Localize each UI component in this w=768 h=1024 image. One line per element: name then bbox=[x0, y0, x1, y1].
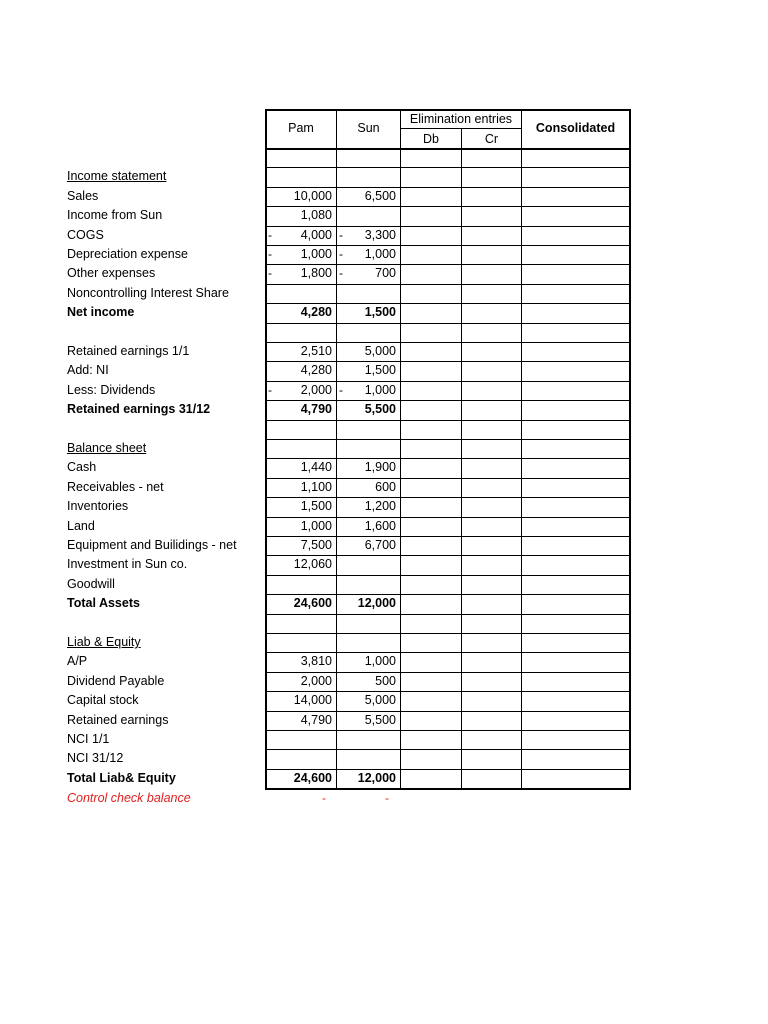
header-elimination: Elimination entries bbox=[409, 112, 513, 126]
pam-value: 4,280 bbox=[300, 305, 332, 320]
pam-value: 1,500 bbox=[300, 499, 332, 514]
grid-top-border bbox=[265, 109, 631, 111]
pam-value: 1,800 bbox=[300, 266, 332, 281]
pam-negative-sign: - bbox=[268, 247, 272, 261]
sun-value: 6,500 bbox=[364, 188, 396, 203]
grid-right-border bbox=[629, 109, 631, 790]
row-label: Cash bbox=[67, 460, 97, 475]
sun-value: 12,000 bbox=[357, 770, 396, 785]
grid-row-line bbox=[265, 284, 629, 285]
row-label: Capital stock bbox=[67, 693, 139, 708]
pam-value: 1,000 bbox=[300, 247, 332, 261]
row-label: Receivables - net bbox=[67, 479, 164, 494]
grid-row-line bbox=[265, 614, 629, 615]
row-label: Dividend Payable bbox=[67, 673, 165, 688]
row-label: Sales bbox=[67, 188, 99, 203]
header-consolidated: Consolidated bbox=[535, 121, 616, 135]
pam-negative-sign: - bbox=[268, 382, 272, 397]
pam-value: 1,080 bbox=[300, 208, 332, 223]
sun-value: 3,300 bbox=[364, 227, 396, 242]
pam-value: 2,510 bbox=[300, 344, 332, 358]
grid-col-line bbox=[400, 109, 401, 788]
pam-negative-sign: - bbox=[268, 266, 272, 281]
control-check-pam: - bbox=[322, 791, 326, 805]
grid-row-line bbox=[265, 730, 629, 731]
row-label: Depreciation expense bbox=[67, 247, 188, 261]
sun-value: 12,000 bbox=[357, 596, 396, 611]
sun-value: 1,900 bbox=[364, 460, 396, 475]
grid-row-line bbox=[265, 323, 629, 324]
pam-value: 2,000 bbox=[300, 673, 332, 688]
pam-value: 24,600 bbox=[293, 596, 332, 611]
sun-value: 5,000 bbox=[364, 344, 396, 358]
sun-value: 5,500 bbox=[364, 402, 396, 417]
sun-value: 1,500 bbox=[364, 305, 396, 320]
sun-value: 700 bbox=[375, 266, 396, 281]
row-label: Land bbox=[67, 518, 95, 533]
header-cr: Cr bbox=[484, 132, 499, 146]
sun-value: 500 bbox=[375, 673, 396, 688]
pam-value: 3,810 bbox=[300, 654, 332, 669]
sun-value: 1,200 bbox=[364, 499, 396, 514]
sun-value: 1,000 bbox=[364, 654, 396, 669]
pam-value: 1,000 bbox=[300, 518, 332, 533]
pam-value: 10,000 bbox=[293, 188, 332, 203]
grid-row-line bbox=[265, 575, 629, 576]
row-label: Net income bbox=[67, 305, 135, 320]
sun-value: 1,600 bbox=[364, 518, 396, 533]
row-label: Less: Dividends bbox=[67, 382, 156, 397]
sun-value: 1,000 bbox=[364, 382, 396, 397]
pam-value: 1,440 bbox=[300, 460, 332, 475]
row-label: Inventories bbox=[67, 499, 129, 514]
pam-value: 1,100 bbox=[300, 479, 332, 494]
sun-negative-sign: - bbox=[339, 247, 343, 261]
header-pam: Pam bbox=[288, 121, 314, 135]
row-label: Noncontrolling Interest Share bbox=[67, 285, 229, 300]
row-label: A/P bbox=[67, 654, 88, 669]
pam-value: 14,000 bbox=[293, 693, 332, 708]
pam-negative-sign: - bbox=[268, 227, 272, 242]
row-label: Income from Sun bbox=[67, 208, 163, 223]
pam-value: 4,790 bbox=[300, 712, 332, 727]
sun-value: 5,500 bbox=[364, 712, 396, 727]
grid-row-line bbox=[265, 749, 629, 750]
grid-col-line bbox=[521, 109, 522, 788]
row-label: Retained earnings 1/1 bbox=[67, 344, 190, 358]
grid-bottom-border bbox=[265, 788, 631, 790]
pam-value: 2,000 bbox=[300, 382, 332, 397]
sun-negative-sign: - bbox=[339, 382, 343, 397]
row-label: Retained earnings 31/12 bbox=[67, 402, 211, 417]
sun-negative-sign: - bbox=[339, 227, 343, 242]
sun-value: 1,000 bbox=[364, 247, 396, 261]
row-label: Equipment and Builidings - net bbox=[67, 538, 237, 552]
row-label: Goodwill bbox=[67, 576, 115, 591]
pam-value: 7,500 bbox=[300, 538, 332, 552]
row-label: Investment in Sun co. bbox=[67, 557, 188, 572]
grid-row-line bbox=[265, 439, 629, 440]
row-label: COGS bbox=[67, 227, 104, 242]
control-check-label: Control check balance bbox=[67, 791, 191, 805]
pam-value: 4,000 bbox=[300, 227, 332, 242]
row-label: Total Liab& Equity bbox=[67, 770, 176, 785]
sun-value: 5,000 bbox=[364, 693, 396, 708]
sun-value: 1,500 bbox=[364, 363, 396, 378]
row-label: Liab & Equity bbox=[67, 635, 141, 649]
row-label: Retained earnings bbox=[67, 712, 169, 727]
grid-col-line bbox=[336, 109, 337, 788]
row-label: Other expenses bbox=[67, 266, 156, 281]
sun-negative-sign: - bbox=[339, 266, 343, 281]
header-sun: Sun bbox=[357, 121, 380, 135]
row-label: Add: NI bbox=[67, 363, 109, 378]
row-label: Total Assets bbox=[67, 596, 140, 611]
header-db: Db bbox=[423, 132, 439, 146]
row-label: Income statement bbox=[67, 169, 167, 184]
control-check-sun: - bbox=[385, 791, 389, 805]
grid-header-bottom-line bbox=[265, 148, 629, 150]
sun-value: 6,700 bbox=[364, 538, 396, 552]
row-label: NCI 31/12 bbox=[67, 751, 124, 766]
grid-row-line bbox=[265, 420, 629, 421]
row-label: Balance sheet bbox=[67, 441, 147, 455]
sun-value: 600 bbox=[375, 479, 396, 494]
grid-row-line bbox=[265, 167, 629, 168]
pam-value: 24,600 bbox=[293, 770, 332, 785]
pam-value: 4,790 bbox=[300, 402, 332, 417]
pam-value: 4,280 bbox=[300, 363, 332, 378]
pam-value: 12,060 bbox=[293, 557, 332, 572]
row-label: NCI 1/1 bbox=[67, 732, 110, 746]
grid-row-line bbox=[265, 633, 629, 634]
